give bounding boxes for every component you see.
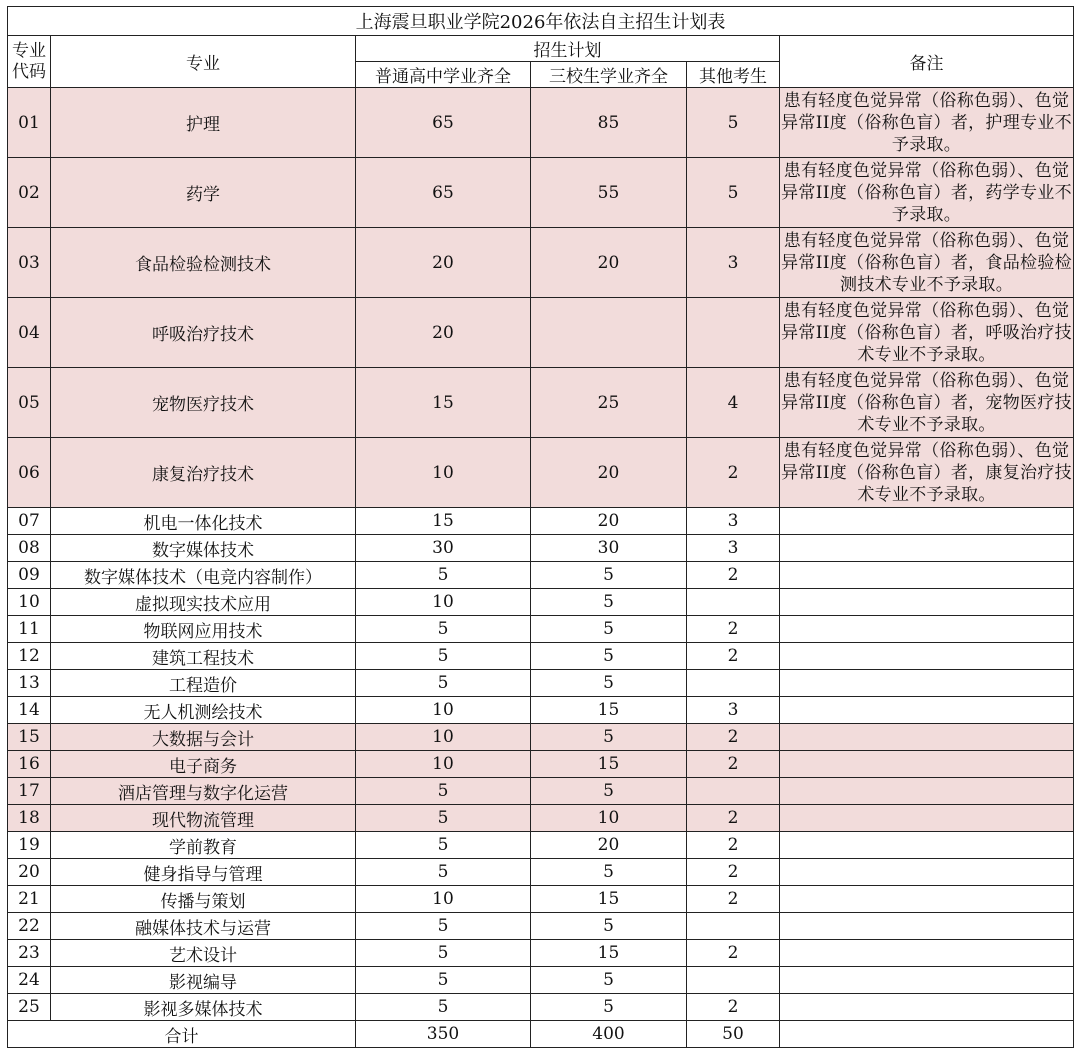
table-row xyxy=(8,751,1074,778)
row-three-school: 5 xyxy=(531,589,687,616)
table-row xyxy=(8,158,1074,228)
row-other: 2 xyxy=(687,724,780,751)
row-major: 机电一体化技术 xyxy=(51,508,356,535)
row-three-school: 5 xyxy=(531,778,687,805)
row-three-school: 5 xyxy=(531,724,687,751)
row-three-school: 15 xyxy=(531,697,687,724)
header-three-school: 三校生学业齐全 xyxy=(531,62,687,88)
row-three-school: 15 xyxy=(531,940,687,967)
row-other: 3 xyxy=(687,508,780,535)
row-remark xyxy=(780,697,1074,724)
total-label: 合计 xyxy=(8,1021,356,1048)
row-code: 09 xyxy=(8,562,51,589)
row-general: 20 xyxy=(356,228,531,298)
row-general: 5 xyxy=(356,562,531,589)
table-row xyxy=(8,228,1074,298)
total-row xyxy=(8,1021,1074,1048)
table-row xyxy=(8,298,1074,368)
table-row xyxy=(8,535,1074,562)
row-remark: 患有轻度色觉异常（俗称色弱）、色觉异常II度（俗称色盲）者，护理专业不予录取。 xyxy=(780,88,1074,158)
row-remark xyxy=(780,940,1074,967)
row-major: 数字媒体技术 xyxy=(51,535,356,562)
row-major: 药学 xyxy=(51,158,356,228)
row-general: 30 xyxy=(356,535,531,562)
row-other xyxy=(687,298,780,368)
row-general: 5 xyxy=(356,643,531,670)
row-code: 21 xyxy=(8,886,51,913)
row-code: 06 xyxy=(8,438,51,508)
row-remark: 患有轻度色觉异常（俗称色弱）、色觉异常II度（俗称色盲）者，食品检验检测技术专业不予录取。 xyxy=(780,228,1074,298)
row-code: 13 xyxy=(8,670,51,697)
row-remark xyxy=(780,994,1074,1021)
row-other: 2 xyxy=(687,832,780,859)
row-major: 呼吸治疗技术 xyxy=(51,298,356,368)
row-remark: 患有轻度色觉异常（俗称色弱）、色觉异常II度（俗称色盲）者，呼吸治疗技术专业不予录取。 xyxy=(780,298,1074,368)
header-plan: 招生计划 xyxy=(356,36,780,62)
row-major: 酒店管理与数字化运营 xyxy=(51,778,356,805)
row-general: 5 xyxy=(356,913,531,940)
table-row xyxy=(8,616,1074,643)
row-remark xyxy=(780,616,1074,643)
row-other: 2 xyxy=(687,805,780,832)
row-remark xyxy=(780,751,1074,778)
row-code: 19 xyxy=(8,832,51,859)
row-three-school: 5 xyxy=(531,859,687,886)
row-three-school: 20 xyxy=(531,438,687,508)
row-code: 07 xyxy=(8,508,51,535)
row-three-school: 20 xyxy=(531,508,687,535)
row-code: 25 xyxy=(8,994,51,1021)
table-row xyxy=(8,438,1074,508)
row-general: 10 xyxy=(356,589,531,616)
row-major: 大数据与会计 xyxy=(51,724,356,751)
row-other xyxy=(687,778,780,805)
row-other: 5 xyxy=(687,158,780,228)
row-major: 物联网应用技术 xyxy=(51,616,356,643)
row-code: 15 xyxy=(8,724,51,751)
row-three-school: 5 xyxy=(531,913,687,940)
row-general: 10 xyxy=(356,697,531,724)
row-three-school: 30 xyxy=(531,535,687,562)
table-row xyxy=(8,913,1074,940)
row-remark xyxy=(780,508,1074,535)
total-general: 350 xyxy=(356,1021,531,1048)
row-other xyxy=(687,670,780,697)
row-major: 艺术设计 xyxy=(51,940,356,967)
row-other: 2 xyxy=(687,994,780,1021)
row-major: 虚拟现实技术应用 xyxy=(51,589,356,616)
table-row xyxy=(8,697,1074,724)
row-major: 护理 xyxy=(51,88,356,158)
row-three-school: 15 xyxy=(531,886,687,913)
row-other: 3 xyxy=(687,228,780,298)
table-row xyxy=(8,589,1074,616)
table-row xyxy=(8,967,1074,994)
table-row xyxy=(8,886,1074,913)
header-remark: 备注 xyxy=(780,36,1074,88)
header-code-line1: 专业 xyxy=(12,40,46,61)
row-general: 5 xyxy=(356,940,531,967)
row-code: 17 xyxy=(8,778,51,805)
row-other: 2 xyxy=(687,886,780,913)
row-remark xyxy=(780,805,1074,832)
table-row xyxy=(8,724,1074,751)
row-general: 15 xyxy=(356,508,531,535)
header-major: 专业 xyxy=(51,36,356,88)
table-row xyxy=(8,778,1074,805)
row-code: 23 xyxy=(8,940,51,967)
row-general: 5 xyxy=(356,832,531,859)
row-remark: 患有轻度色觉异常（俗称色弱）、色觉异常II度（俗称色盲）者，药学专业不予录取。 xyxy=(780,158,1074,228)
row-other: 2 xyxy=(687,562,780,589)
header-code-line2: 代码 xyxy=(12,61,46,82)
row-major: 影视编导 xyxy=(51,967,356,994)
row-three-school: 15 xyxy=(531,751,687,778)
row-other xyxy=(687,589,780,616)
row-three-school: 5 xyxy=(531,643,687,670)
table-title: 上海震旦职业学院2026年依法自主招生计划表 xyxy=(8,7,1074,36)
row-general: 10 xyxy=(356,751,531,778)
row-code: 11 xyxy=(8,616,51,643)
row-remark xyxy=(780,670,1074,697)
row-code: 08 xyxy=(8,535,51,562)
row-code: 10 xyxy=(8,589,51,616)
total-three-school: 400 xyxy=(531,1021,687,1048)
row-code: 04 xyxy=(8,298,51,368)
row-remark: 患有轻度色觉异常（俗称色弱）、色觉异常II度（俗称色盲）者，宠物医疗技术专业不予录取。 xyxy=(780,368,1074,438)
row-remark xyxy=(780,886,1074,913)
row-remark xyxy=(780,859,1074,886)
row-major: 影视多媒体技术 xyxy=(51,994,356,1021)
row-three-school: 85 xyxy=(531,88,687,158)
row-general: 5 xyxy=(356,805,531,832)
table-body xyxy=(8,88,1074,1021)
row-other: 2 xyxy=(687,616,780,643)
total-other: 50 xyxy=(687,1021,780,1048)
row-code: 14 xyxy=(8,697,51,724)
row-three-school xyxy=(531,298,687,368)
row-remark xyxy=(780,913,1074,940)
row-code: 22 xyxy=(8,913,51,940)
row-other: 3 xyxy=(687,535,780,562)
row-other: 2 xyxy=(687,643,780,670)
row-major: 建筑工程技术 xyxy=(51,643,356,670)
row-remark xyxy=(780,832,1074,859)
row-three-school: 20 xyxy=(531,832,687,859)
row-other: 2 xyxy=(687,438,780,508)
row-other xyxy=(687,913,780,940)
header-code xyxy=(8,36,51,88)
table-row xyxy=(8,940,1074,967)
row-code: 01 xyxy=(8,88,51,158)
row-code: 03 xyxy=(8,228,51,298)
row-other: 2 xyxy=(687,859,780,886)
row-remark xyxy=(780,535,1074,562)
row-major: 传播与策划 xyxy=(51,886,356,913)
row-other: 3 xyxy=(687,697,780,724)
row-major: 食品检验检测技术 xyxy=(51,228,356,298)
table-row xyxy=(8,643,1074,670)
row-major: 现代物流管理 xyxy=(51,805,356,832)
row-general: 10 xyxy=(356,724,531,751)
row-general: 5 xyxy=(356,994,531,1021)
row-other: 2 xyxy=(687,940,780,967)
row-general: 5 xyxy=(356,778,531,805)
row-general: 20 xyxy=(356,298,531,368)
row-major: 健身指导与管理 xyxy=(51,859,356,886)
row-remark xyxy=(780,562,1074,589)
enrollment-plan-table xyxy=(7,6,1074,1048)
row-general: 5 xyxy=(356,967,531,994)
row-major: 无人机测绘技术 xyxy=(51,697,356,724)
row-other: 5 xyxy=(687,88,780,158)
table-row xyxy=(8,670,1074,697)
row-code: 20 xyxy=(8,859,51,886)
row-general: 5 xyxy=(356,670,531,697)
row-major: 数字媒体技术（电竞内容制作） xyxy=(51,562,356,589)
row-code: 18 xyxy=(8,805,51,832)
table-row xyxy=(8,368,1074,438)
row-major: 工程造价 xyxy=(51,670,356,697)
table-row xyxy=(8,562,1074,589)
table-row xyxy=(8,994,1074,1021)
row-remark: 患有轻度色觉异常（俗称色弱）、色觉异常II度（俗称色盲）者，康复治疗技术专业不予录取。 xyxy=(780,438,1074,508)
header-other: 其他考生 xyxy=(687,62,780,88)
row-three-school: 20 xyxy=(531,228,687,298)
row-major: 电子商务 xyxy=(51,751,356,778)
table-row xyxy=(8,859,1074,886)
row-general: 5 xyxy=(356,859,531,886)
total-remark xyxy=(780,1021,1074,1048)
header-general: 普通高中学业齐全 xyxy=(356,62,531,88)
row-code: 02 xyxy=(8,158,51,228)
row-other: 4 xyxy=(687,368,780,438)
row-three-school: 55 xyxy=(531,158,687,228)
table-row xyxy=(8,88,1074,158)
row-remark xyxy=(780,778,1074,805)
enrollment-plan-document xyxy=(7,6,1074,1048)
row-remark xyxy=(780,967,1074,994)
row-remark xyxy=(780,643,1074,670)
row-general: 65 xyxy=(356,158,531,228)
row-three-school: 5 xyxy=(531,562,687,589)
row-major: 学前教育 xyxy=(51,832,356,859)
row-code: 05 xyxy=(8,368,51,438)
row-general: 65 xyxy=(356,88,531,158)
row-three-school: 5 xyxy=(531,670,687,697)
table-row xyxy=(8,508,1074,535)
table-row xyxy=(8,805,1074,832)
row-three-school: 5 xyxy=(531,967,687,994)
table-row xyxy=(8,832,1074,859)
row-three-school: 5 xyxy=(531,616,687,643)
row-code: 24 xyxy=(8,967,51,994)
row-major: 融媒体技术与运营 xyxy=(51,913,356,940)
row-general: 15 xyxy=(356,368,531,438)
row-remark xyxy=(780,724,1074,751)
row-general: 5 xyxy=(356,616,531,643)
row-remark xyxy=(780,589,1074,616)
row-other: 2 xyxy=(687,751,780,778)
row-three-school: 5 xyxy=(531,994,687,1021)
row-three-school: 25 xyxy=(531,368,687,438)
row-general: 10 xyxy=(356,886,531,913)
row-code: 16 xyxy=(8,751,51,778)
row-general: 10 xyxy=(356,438,531,508)
row-major: 宠物医疗技术 xyxy=(51,368,356,438)
row-code: 12 xyxy=(8,643,51,670)
row-other xyxy=(687,967,780,994)
row-major: 康复治疗技术 xyxy=(51,438,356,508)
row-three-school: 10 xyxy=(531,805,687,832)
